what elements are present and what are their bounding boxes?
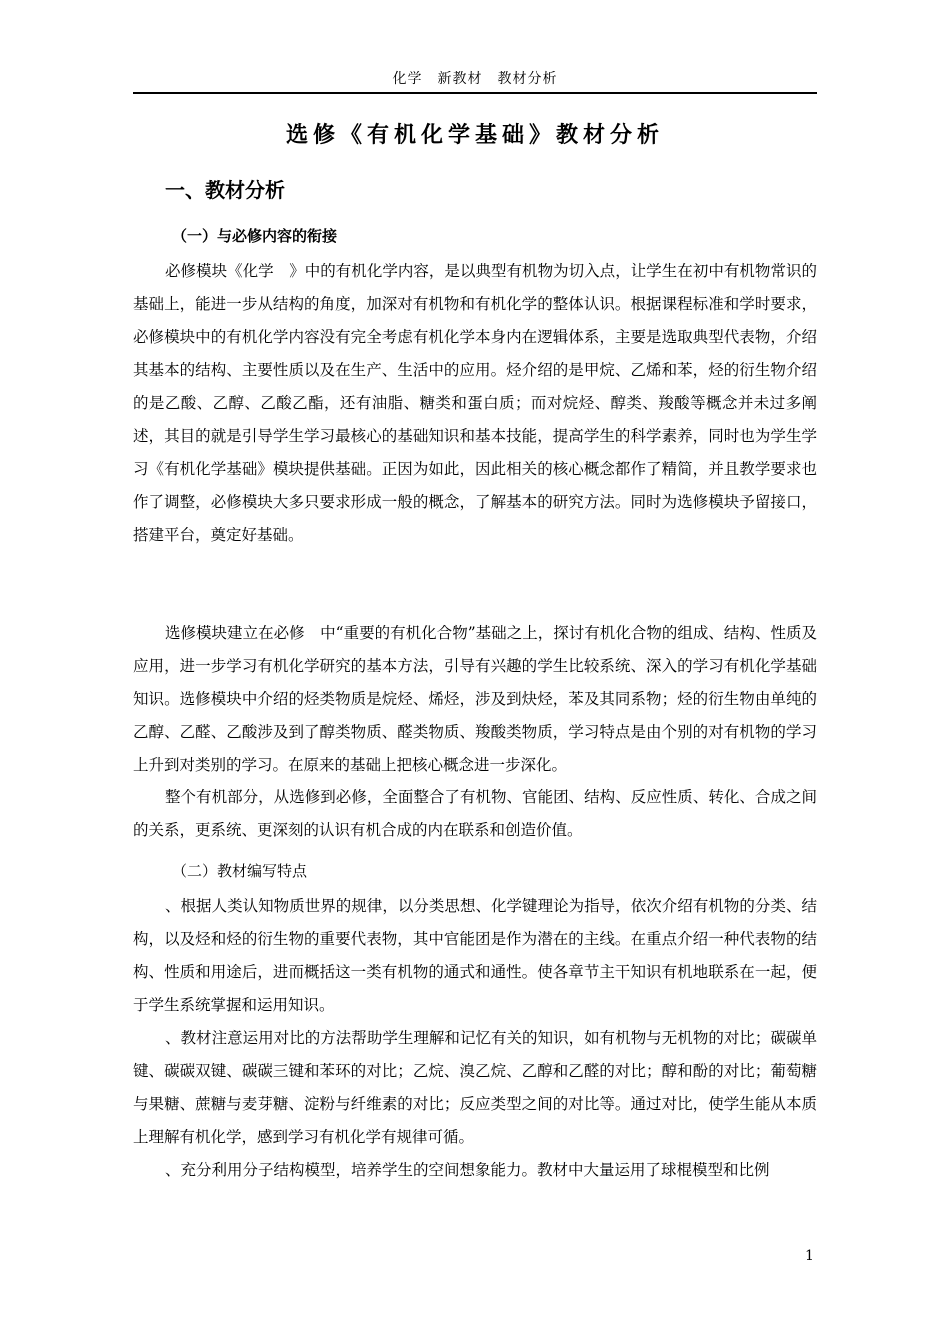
- page-number: 1: [805, 1248, 814, 1264]
- page-header: 化学 新教材 教材分析: [392, 71, 558, 87]
- paragraph-5: 、教材注意运用对比的方法帮助学生理解和记忆有关的知识，如有机物与无机物的对比；碳碳单键、碳碳双键、碳碳三键和苯环的对比；乙烷、溴乙烷、乙醇和乙醛的对比；醇和酚的对比；葡萄糖与果糖、蔗糖与麦芽糖、淀粉与纤维素的对比；反应类型之间的对比等。通过对比，使学生能从本质上理解有机化学，感到学习有机化学有规律可循。: [133, 1029, 817, 1146]
- paragraph-1: 必修模块《化学 》中的有机化学内容，是以典型有机物为切入点，让学生在初中有机物常识的基础上，能进一步从结构的角度，加深对有机物和有机化学的整体认识。根据课程标准和学时要求，必修模块中的有机化学内容没有完全考虑有机化学本身内在逻辑体系，主要是选取典型代表物，介绍其基本的结构、主要性质以及在生产、生活中的应用。烃介绍的是甲烷、乙烯和苯，烃的衍生物介绍的是乙酸、乙醇、乙酸乙酯，还有油脂、糖类和蛋白质；而对烷烃、醇类、羧酸等概念并未过多阐述，其目的就是引导学生学习最核心的基础知识和基本技能，提高学生的科学素养，同时也为学生学习《有机化学基础》模块提供基础。正因为如此，因此相关的核心概念都作了精简，并且教学要求也作了调整，必修模块大多只要求形成一般的概念，了解基本的研究方法。同时为选修模块予留接口，搭建平台，奠定好基础。: [133, 262, 817, 544]
- paragraph-6: 、充分利用分子结构模型，培养学生的空间想象能力。教材中大量运用了球棍模型和比例: [165, 1161, 770, 1179]
- subsection-heading-1: （一）与必修内容的衔接: [172, 227, 338, 245]
- paragraph-3: 整个有机部分，从选修到必修，全面整合了有机物、官能团、结构、反应性质、转化、合成之间的关系，更系统、更深刻的认识有机合成的内在联系和创造价值。: [133, 788, 817, 839]
- header-rule: [133, 92, 817, 94]
- section-heading: 一、教材分析: [165, 178, 285, 202]
- document-title: 选修《有机化学基础》教材分析: [285, 123, 664, 148]
- subsection-heading-2: （二）教材编写特点: [172, 862, 308, 880]
- paragraph-2: 选修模块建立在必修 中“重要的有机化合物”基础之上，探讨有机化合物的组成、结构、性质及应用，进一步学习有机化学研究的基本方法，引导有兴趣的学生比较系统、深入的学习有机化学基础知识。选修模块中介绍的烃类物质是烷烃、烯烃，涉及到炔烃，苯及其同系物；烃的衍生物由单纯的乙醇、乙醛、乙酸涉及到了醇类物质、醛类物质、羧酸类物质，学习特点是由个别的对有机物的学习上升到对类别的学习。在原来的基础上把核心概念进一步深化。: [133, 624, 817, 774]
- paragraph-4: 、根据人类认知物质世界的规律，以分类思想、化学键理论为指导，依次介绍有机物的分类、结构，以及烃和烃的衍生物的重要代表物，其中官能团是作为潜在的主线。在重点介绍一种代表物的结构、性质和用途后，进而概括这一类有机物的通式和通性。使各章节主干知识有机地联系在一起，便于学生系统掌握和运用知识。: [133, 897, 817, 1014]
